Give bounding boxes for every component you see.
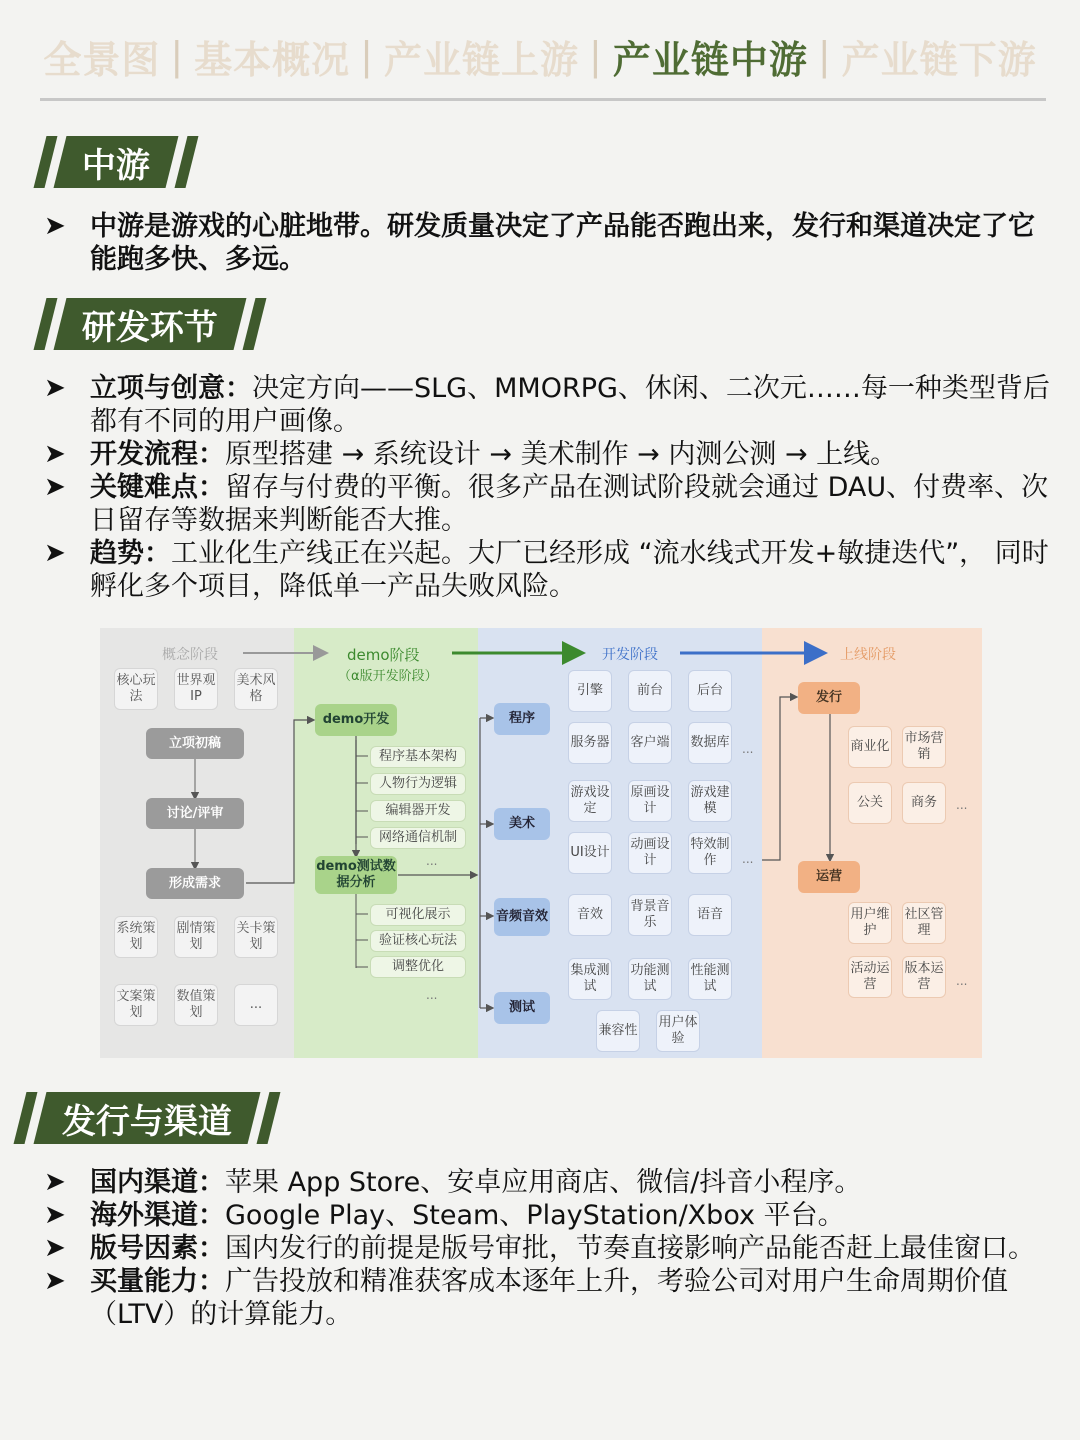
bullet-arrow-icon: ➤ bbox=[44, 472, 66, 502]
bullet-arrow-icon: ➤ bbox=[44, 1200, 66, 1230]
node-review: 讨论/评审 bbox=[146, 798, 244, 829]
bullet-text: 工业化生产线正在兴起。大厂已经形成 “流水线式开发+敏捷迭代”， 同时孵化多个项目，降低单一产品失败风险。 bbox=[90, 538, 1049, 602]
node-user-experience: 用户体验 bbox=[656, 1010, 700, 1052]
nav-item-midstream[interactable]: 产业链中游 bbox=[612, 37, 808, 82]
node-vfx: 特效制作 bbox=[688, 832, 732, 874]
node-art: 美术 bbox=[494, 808, 550, 840]
list-item bbox=[44, 1232, 1054, 1265]
nav-item-downstream[interactable]: 产业链下游 bbox=[841, 37, 1037, 82]
list-item bbox=[44, 1265, 1054, 1331]
node-system-plan: 系统策划 bbox=[114, 916, 158, 958]
node-function-test: 功能测试 bbox=[628, 958, 672, 1000]
node-editor-dev: 编辑器开发 bbox=[370, 800, 466, 822]
node-core-validation: 验证核心玩法 bbox=[370, 930, 466, 952]
nav-item-overview[interactable]: 基本概况 bbox=[194, 37, 351, 82]
list-item bbox=[44, 1199, 1054, 1232]
node-version-ops: 版本运营 bbox=[902, 956, 946, 998]
nav-divider bbox=[40, 98, 1046, 101]
node-bgm: 背景音乐 bbox=[628, 894, 672, 936]
node-requirements: 形成需求 bbox=[146, 868, 244, 899]
node-numeric-plan: 数值策划 bbox=[174, 984, 218, 1026]
bullet-label: 海外渠道： bbox=[90, 1200, 225, 1231]
node-client: 客户端 bbox=[628, 722, 672, 764]
bullet-arrow-icon: ➤ bbox=[44, 439, 66, 469]
node-ui-design: UI设计 bbox=[568, 832, 612, 874]
node-business: 商务 bbox=[902, 782, 946, 824]
bullet-text: 原型搭建 → 系统设计 → 美术制作 → 内测公测 → 上线。 bbox=[225, 439, 898, 470]
node-operations: 运营 bbox=[798, 861, 860, 893]
list-item bbox=[44, 537, 1054, 603]
node-user-maintenance: 用户维护 bbox=[848, 902, 892, 944]
node-database: 数据库 bbox=[688, 722, 732, 764]
section-title: 发行与渠道 bbox=[62, 1101, 232, 1142]
node-audio: 音频音效 bbox=[494, 898, 550, 936]
intro-text: 中游是游戏的心脏地带。研发质量决定了产品能否跑出来，发行和渠道决定了它能跑多快、多远。 bbox=[90, 211, 1035, 275]
node-marketing: 市场营销 bbox=[902, 726, 946, 768]
node-program-architecture: 程序基本架构 bbox=[370, 746, 466, 768]
node-network: 网络通信机制 bbox=[370, 827, 466, 849]
node-initial-draft: 立项初稿 bbox=[146, 728, 244, 759]
node-worldview-ip: 世界观IP bbox=[174, 668, 218, 710]
phase-label-launch: 上线阶段 bbox=[840, 647, 896, 663]
node-server: 服务器 bbox=[568, 722, 612, 764]
bullet-text: 国内发行的前提是版号审批，节奏直接影响产品能否赶上最佳窗口。 bbox=[225, 1233, 1035, 1264]
node-compatibility: 兼容性 bbox=[596, 1010, 640, 1052]
node-art-style: 美术风格 bbox=[234, 668, 278, 710]
node-program: 程序 bbox=[494, 703, 550, 735]
node-backend: 后台 bbox=[688, 670, 732, 712]
section-heading-rd bbox=[40, 296, 260, 352]
bullet-text: 留存与付费的平衡。很多产品在测试阶段就会通过 DAU、付费率、次日留存等数据来判断能否大推。 bbox=[90, 472, 1049, 536]
bullet-arrow-icon: ➤ bbox=[44, 373, 66, 403]
rd-bullets bbox=[44, 372, 1054, 603]
node-visualization: 可视化展示 bbox=[370, 904, 466, 926]
node-community: 社区管理 bbox=[902, 902, 946, 944]
node-publish: 发行 bbox=[798, 682, 860, 714]
nav-separator: | bbox=[170, 34, 185, 78]
list-item bbox=[44, 471, 1054, 537]
nav-separator: | bbox=[360, 34, 374, 78]
phase-label-demo: demo阶段 bbox=[347, 646, 420, 664]
bullet-label: 买量能力： bbox=[90, 1266, 225, 1297]
bullet-arrow-icon: ➤ bbox=[44, 1167, 66, 1197]
nav-item-upstream[interactable]: 产业链上游 bbox=[383, 37, 579, 82]
midstream-intro bbox=[44, 210, 1054, 276]
nav-separator: | bbox=[589, 34, 603, 78]
node-engine: 引擎 bbox=[568, 670, 612, 712]
bullet-arrow-icon: ➤ bbox=[44, 211, 66, 241]
more-indicator: ... bbox=[956, 798, 968, 812]
node-level-plan: 关卡策划 bbox=[234, 916, 278, 958]
bullet-text: Google Play、Steam、PlayStation/Xbox 平台。 bbox=[225, 1200, 845, 1231]
publish-bullets bbox=[44, 1166, 1054, 1331]
top-nav bbox=[20, 28, 1060, 84]
node-modeling: 游戏建模 bbox=[688, 780, 732, 822]
node-behavior-logic: 人物行为逻辑 bbox=[370, 773, 466, 795]
bullet-label: 立项与创意： bbox=[90, 373, 252, 404]
node-more: ... bbox=[234, 984, 278, 1026]
node-concept-art: 原画设计 bbox=[628, 780, 672, 822]
section-title: 中游 bbox=[82, 145, 150, 186]
more-indicator: ... bbox=[426, 988, 438, 1002]
node-demo-test: demo测试数据分析 bbox=[315, 856, 397, 894]
node-animation: 动画设计 bbox=[628, 832, 672, 874]
bullet-label: 关键难点： bbox=[90, 472, 225, 503]
bullet-arrow-icon: ➤ bbox=[44, 1266, 66, 1296]
bullet-text: 广告投放和精准获客成本逐年上升，考验公司对用户生命周期价值（LTV）的计算能力。 bbox=[90, 1266, 1008, 1330]
node-frontend: 前台 bbox=[628, 670, 672, 712]
node-event-ops: 活动运营 bbox=[848, 956, 892, 998]
node-pr: 公关 bbox=[848, 782, 892, 824]
bullet-arrow-icon: ➤ bbox=[44, 538, 66, 568]
node-testing: 测试 bbox=[494, 992, 550, 1024]
bullet-arrow-icon: ➤ bbox=[44, 1233, 66, 1263]
more-indicator: ... bbox=[956, 974, 968, 988]
game-dev-process-diagram bbox=[100, 628, 982, 1058]
node-story-plan: 剧情策划 bbox=[174, 916, 218, 958]
section-title: 研发环节 bbox=[82, 307, 218, 348]
more-indicator: ... bbox=[742, 742, 754, 756]
nav-separator: | bbox=[817, 34, 832, 78]
list-item bbox=[44, 372, 1054, 438]
more-indicator: ... bbox=[742, 852, 754, 866]
phase-label-concept: 概念阶段 bbox=[162, 647, 218, 663]
section-heading-midstream bbox=[40, 134, 192, 190]
phase-label-dev: 开发阶段 bbox=[602, 647, 658, 663]
node-core-gameplay: 核心玩法 bbox=[114, 668, 158, 710]
node-sfx: 音效 bbox=[568, 894, 612, 936]
bullet-label: 趋势： bbox=[90, 538, 171, 569]
node-monetization: 商业化 bbox=[848, 726, 892, 768]
node-performance-test: 性能测试 bbox=[688, 958, 732, 1000]
node-integration-test: 集成测试 bbox=[568, 958, 612, 1000]
bullet-label: 开发流程： bbox=[90, 439, 225, 470]
list-item bbox=[44, 438, 1054, 471]
more-indicator: ... bbox=[426, 854, 438, 868]
nav-item-panorama[interactable]: 全景图 bbox=[43, 37, 161, 82]
bullet-text: 苹果 App Store、安卓应用商店、微信/抖音小程序。 bbox=[225, 1167, 862, 1198]
bullet-label: 版号因素： bbox=[90, 1233, 225, 1264]
bullet-label: 国内渠道： bbox=[90, 1167, 225, 1198]
node-voice: 语音 bbox=[688, 894, 732, 936]
bullet-text: 决定方向——SLG、MMORPG、休闲、二次元……每一种类型背后都有不同的用户画像。 bbox=[90, 373, 1050, 437]
section-heading-publish bbox=[20, 1090, 274, 1146]
node-demo-dev: demo开发 bbox=[315, 704, 397, 736]
node-copy-plan: 文案策划 bbox=[114, 984, 158, 1026]
phase-label-demo-sub: （α版开发阶段） bbox=[338, 669, 438, 684]
node-game-setting: 游戏设定 bbox=[568, 780, 612, 822]
list-item bbox=[44, 1166, 1054, 1199]
node-optimize: 调整优化 bbox=[370, 956, 466, 978]
